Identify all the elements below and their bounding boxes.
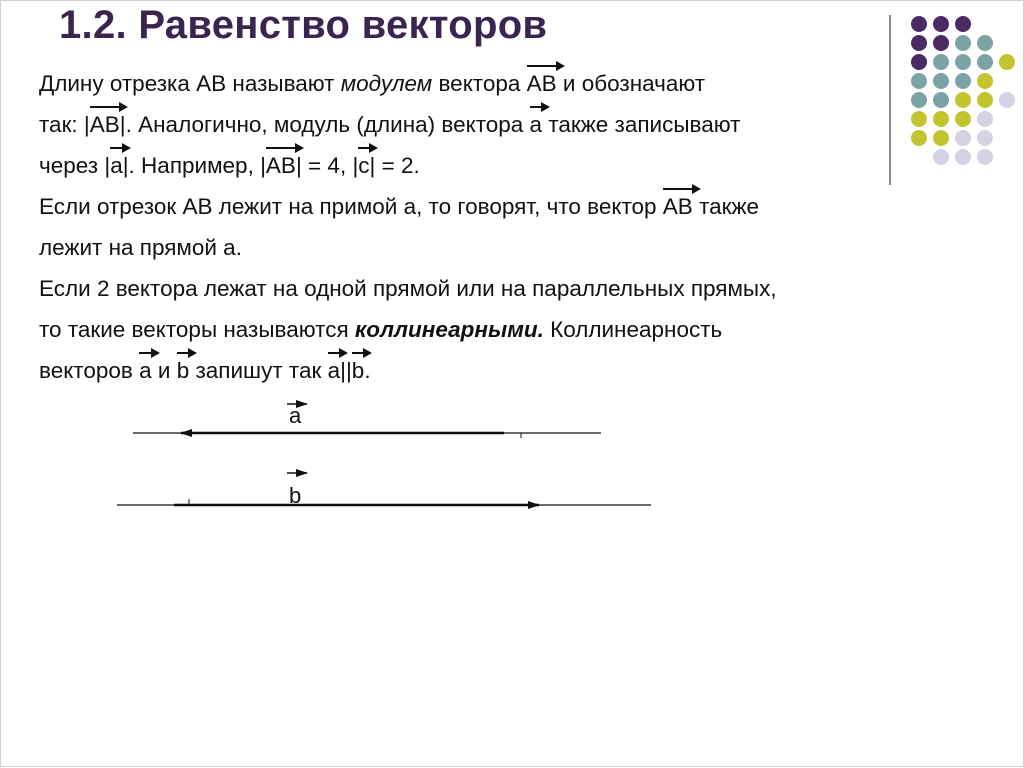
text-run: |. Аналогично, модуль (длина) вектора: [119, 112, 530, 137]
vector-AB: АВ: [90, 105, 120, 145]
text-run: так: |: [39, 112, 90, 137]
vector-b: b: [352, 351, 365, 391]
text-run: вектора: [432, 71, 527, 96]
term-collinear: коллинеарными.: [354, 317, 544, 342]
vector-a: а: [328, 351, 341, 391]
text-run: векторов: [39, 358, 140, 383]
text-run: Если 2 вектора лежат на одной прямой или на параллельных прямых,: [39, 276, 777, 301]
text-run: запишут так: [189, 358, 328, 383]
text-run: и обозначают: [556, 71, 706, 96]
vector-a: а: [110, 146, 123, 186]
vector-c: с: [358, 146, 369, 186]
text-run: лежит на прямой а.: [39, 235, 242, 260]
vector-a: а: [530, 105, 543, 145]
vector-AB: АВ: [663, 187, 693, 227]
text-run: также записывают: [542, 112, 741, 137]
text-run: и: [151, 358, 177, 383]
text-run: .: [364, 358, 371, 383]
vector-b-label: b: [289, 483, 302, 508]
text-run: | = 4, |: [295, 153, 359, 178]
slide-title: 1.2. Равенство векторов: [59, 3, 548, 47]
text-run: то такие векторы называются: [39, 317, 355, 342]
vector-a-label: а: [289, 403, 302, 428]
text-run: |. Например, |: [122, 153, 266, 178]
vector-AB: АВ: [527, 64, 557, 104]
vector-b: b: [177, 351, 190, 391]
text-run: Длину отрезка АВ называют: [39, 71, 341, 96]
vector-a: а: [139, 351, 152, 391]
text-run: Если отрезок АВ лежит на примой а, то говорят, что вектор: [39, 194, 663, 219]
text-run: | = 2.: [369, 153, 420, 178]
text-run: также: [692, 194, 760, 219]
text-run: через |: [39, 153, 111, 178]
collinear-vectors-diagram: [1, 1, 1024, 768]
text-run: Коллинеарность: [543, 317, 723, 342]
parallel-sign: ||: [340, 358, 352, 383]
vector-AB: АВ: [266, 146, 296, 186]
term-modulus: модулем: [340, 71, 433, 96]
